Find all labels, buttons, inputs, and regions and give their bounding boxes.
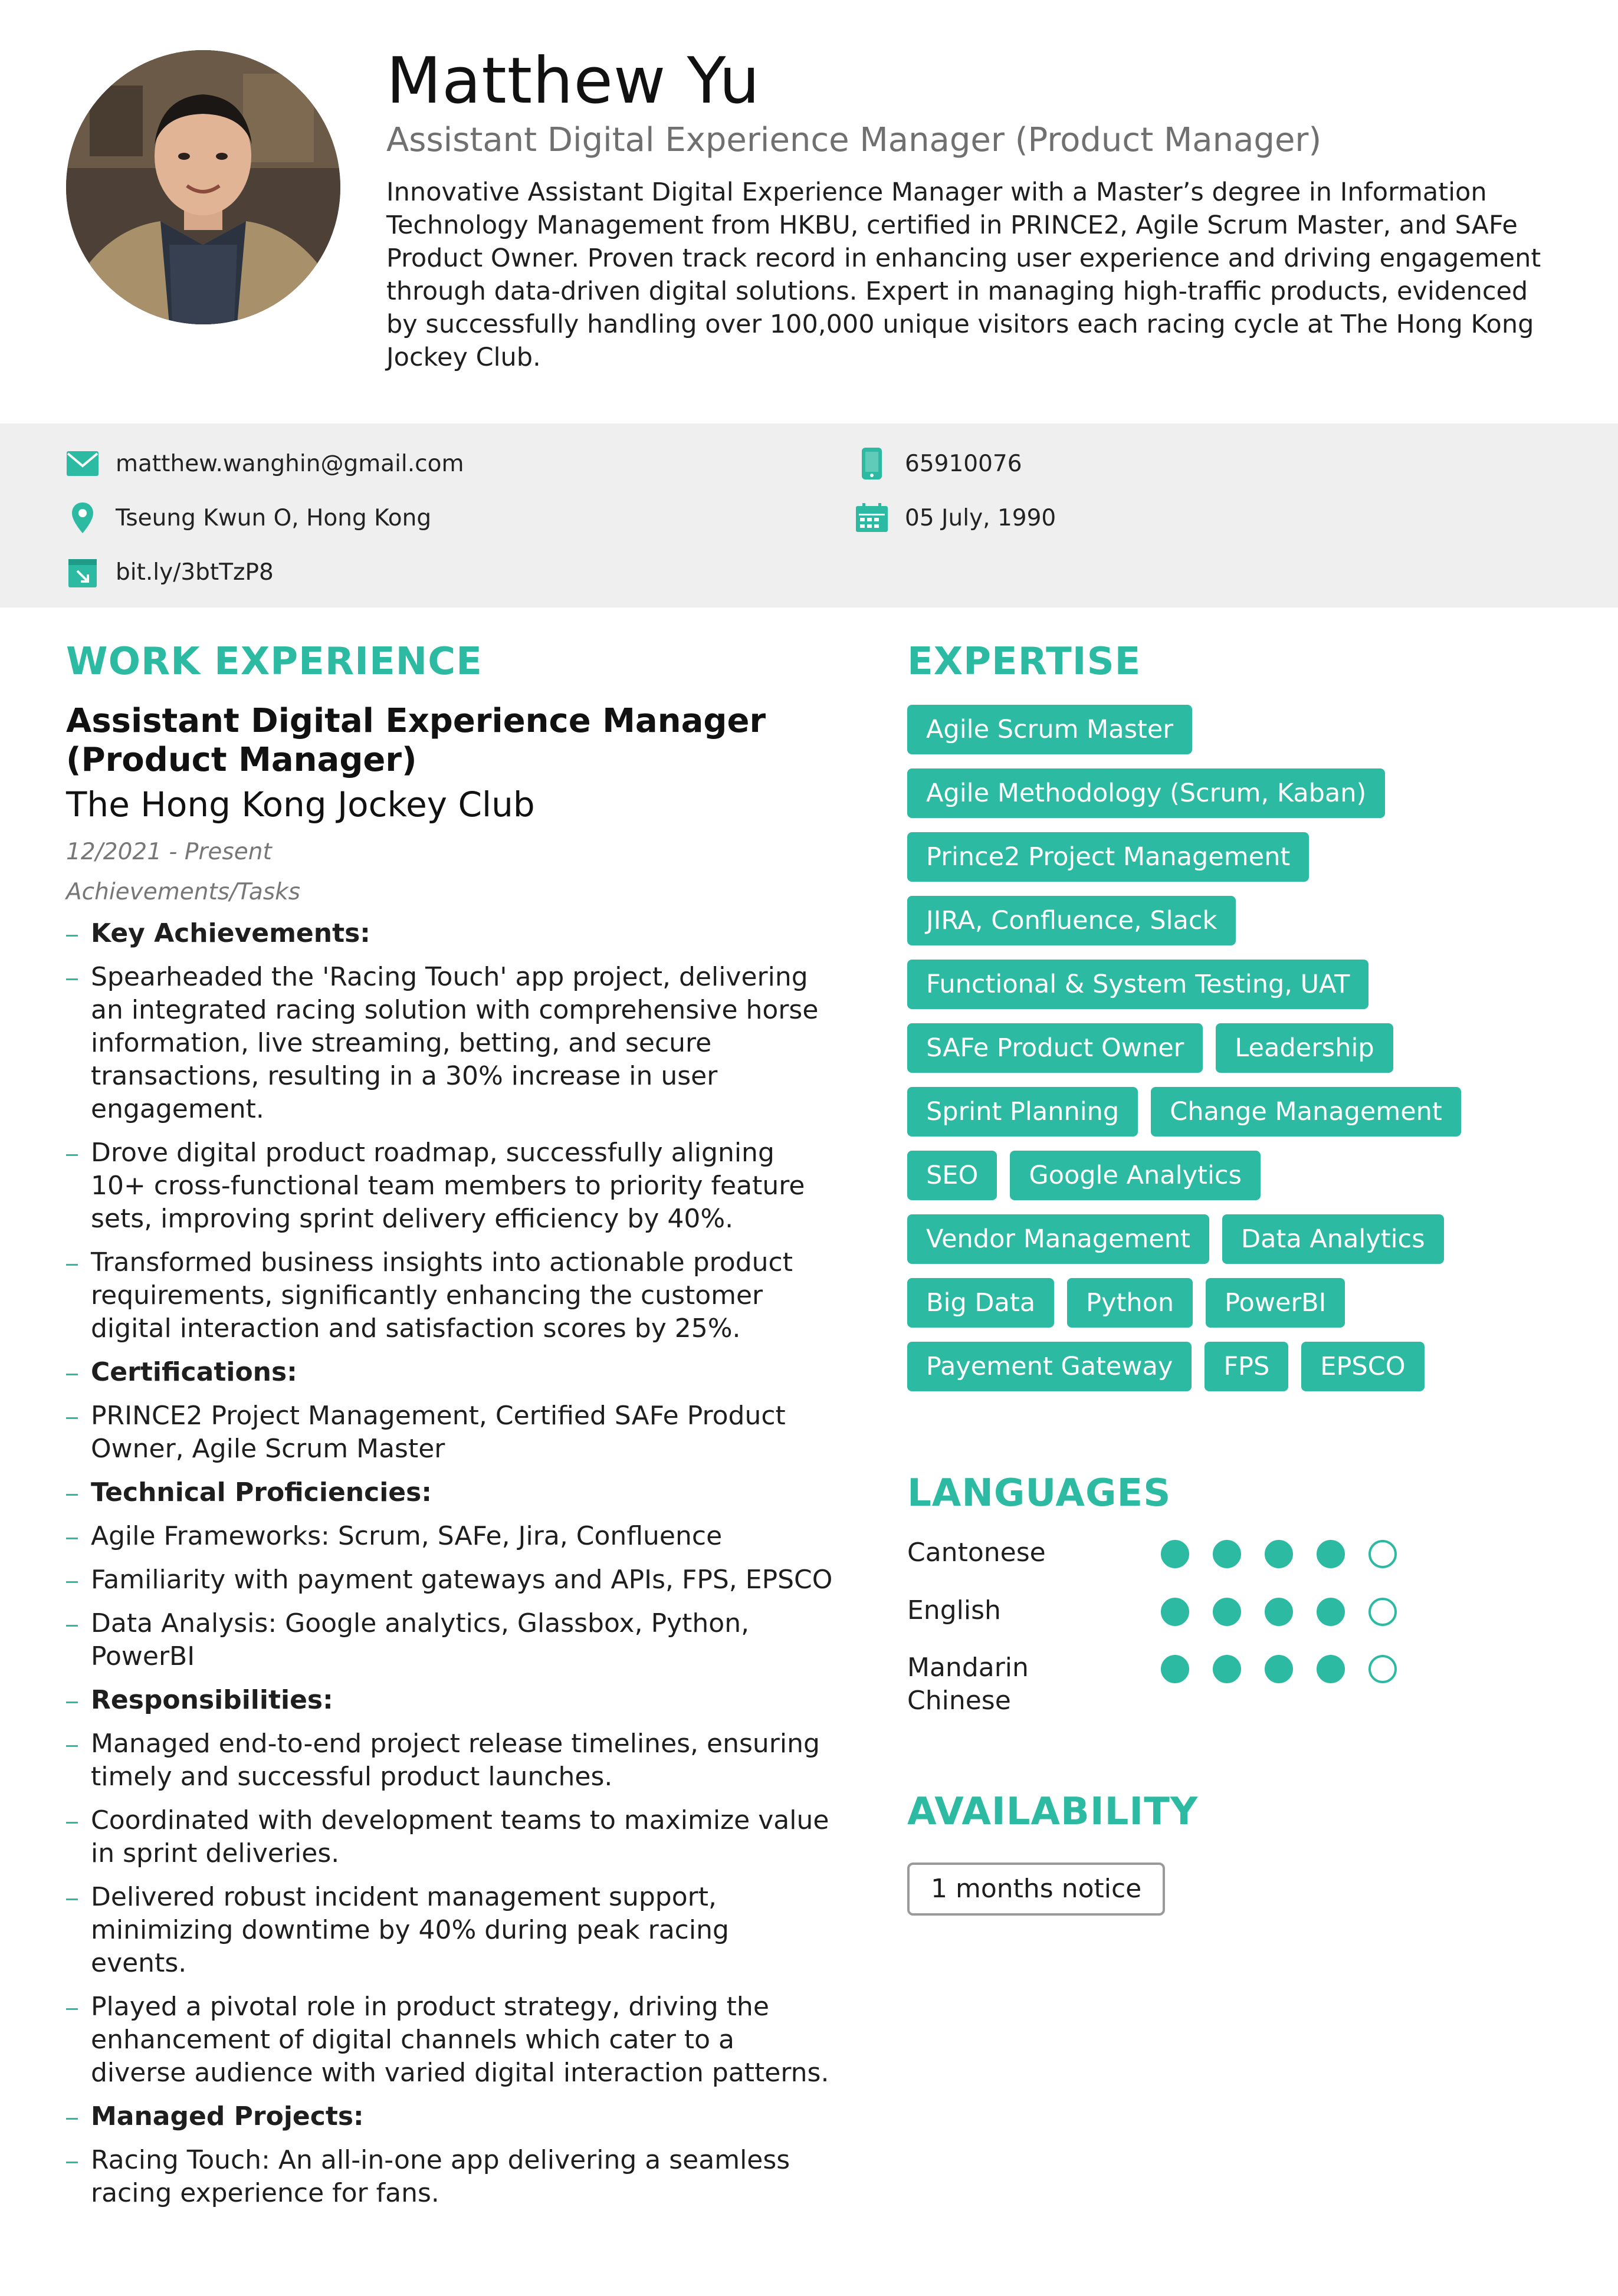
languages-title: LANGUAGES	[907, 1471, 1171, 1515]
dash-bullet-icon	[66, 2008, 78, 2010]
dash-bullet-icon	[66, 1702, 78, 1703]
expertise-tag: JIRA, Confluence, Slack	[907, 896, 1236, 945]
expertise-tag: Payement Gateway	[907, 1342, 1192, 1391]
bullet-heading	[66, 917, 833, 950]
availability-badge: 1 months notice	[907, 1863, 1165, 1916]
profile-summary: Innovative Assistant Digital Experience Manager with a Master’s degree in Information Technology Management from HKBU, certified in PRINCE2, Agile Scrum Master, and SAFe Product Owner. Proven track record in enhancing user experience and driving engagement through data-driven digital solutions. Expert in managing high-traffic products, evidenced by successfully handling over 100,000 unique visitors each racing cycle at The Hong Kong Jockey Club.	[386, 178, 1541, 372]
expertise-tag: Vendor Management	[907, 1214, 1209, 1264]
bullet-text: Managed Projects:	[91, 2101, 364, 2131]
calendar-icon	[855, 501, 888, 534]
contact-band	[0, 423, 1618, 607]
bullet-item	[66, 1246, 833, 1345]
candidate-role: Assistant Digital Experience Manager (Product Manager)	[386, 121, 1322, 159]
bullet-text: Coordinated with development teams to maximize value in sprint deliveries.	[91, 1805, 829, 1868]
dash-bullet-icon	[66, 1374, 78, 1375]
bullet-heading	[66, 1476, 833, 1509]
filled-dot-icon	[1161, 1598, 1189, 1626]
dash-bullet-icon	[66, 1581, 78, 1583]
bullet-text: Played a pivotal role in product strategy, driving the enhancement of digital channels which cater to a diverse audience with varied digital interaction patterns.	[91, 1992, 829, 2088]
dash-bullet-icon	[66, 1264, 78, 1266]
expertise-tag: EPSCO	[1301, 1342, 1424, 1391]
bullet-heading	[66, 1684, 833, 1717]
filled-dot-icon	[1265, 1540, 1293, 1568]
filled-dot-icon	[1317, 1540, 1345, 1568]
expertise-tag: Python	[1067, 1278, 1193, 1328]
empty-dot-icon	[1368, 1655, 1397, 1683]
link-text: bit.ly/3btTzP8	[116, 559, 274, 586]
bullet-text: PRINCE2 Project Management, Certified SAFe Product Owner, Agile Scrum Master	[91, 1401, 786, 1464]
bullet-text: Responsibilities:	[91, 1685, 333, 1715]
filled-dot-icon	[1213, 1540, 1241, 1568]
expertise-tag: Data Analytics	[1222, 1214, 1444, 1264]
expertise-tag: Big Data	[907, 1278, 1054, 1328]
expertise-tag: Agile Scrum Master	[907, 705, 1192, 754]
empty-dot-icon	[1368, 1598, 1397, 1626]
expertise-tag: Sprint Planning	[907, 1087, 1138, 1136]
envelope-icon	[66, 447, 99, 480]
bullet-text: Agile Frameworks: Scrum, SAFe, Jira, Confluence	[91, 1521, 723, 1551]
bullet-text: Managed end-to-end project release timelines, ensuring timely and successful product launches.	[91, 1729, 820, 1792]
filled-dot-icon	[1317, 1598, 1345, 1626]
bullet-item	[66, 1400, 833, 1466]
dash-bullet-icon	[66, 1898, 78, 1900]
language-name: Cantonese	[907, 1538, 1046, 1568]
bullet-item	[66, 1520, 833, 1553]
availability-title: AVAILABILITY	[907, 1790, 1199, 1834]
dash-bullet-icon	[66, 1745, 78, 1747]
filled-dot-icon	[1213, 1598, 1241, 1626]
bullet-item	[66, 1727, 833, 1794]
dash-bullet-icon	[66, 1822, 78, 1824]
expertise-tag: Leadership	[1216, 1023, 1393, 1073]
bullet-heading	[66, 2100, 833, 2133]
dash-bullet-icon	[66, 1494, 78, 1496]
bullet-text: Data Analysis: Google analytics, Glassbox, Python, PowerBI	[91, 1608, 750, 1671]
contact-link[interactable]	[66, 556, 274, 589]
language-level-dots	[1161, 1540, 1397, 1568]
bullet-item	[66, 2144, 833, 2210]
dash-bullet-icon	[66, 978, 78, 980]
bullet-item	[66, 1990, 833, 2090]
expertise-tag: FPS	[1205, 1342, 1288, 1391]
expertise-tag: Change Management	[1151, 1087, 1461, 1136]
link-icon	[66, 556, 99, 589]
job-title: Assistant Digital Experience Manager (Product Manager)	[66, 702, 766, 779]
expertise-tag-list	[907, 705, 1532, 1391]
company-name: The Hong Kong Jockey Club	[66, 784, 535, 825]
expertise-tag: SAFe Product Owner	[907, 1023, 1203, 1073]
job-bullet-list	[66, 917, 833, 2221]
bullet-text: Familiarity with payment gateways and APIs, FPS, EPSCO	[91, 1565, 833, 1595]
bullet-item	[66, 1804, 833, 1870]
filled-dot-icon	[1161, 1655, 1189, 1683]
contact-email[interactable]	[66, 447, 464, 480]
bullet-text: Key Achievements:	[91, 918, 370, 948]
filled-dot-icon	[1161, 1540, 1189, 1568]
dash-bullet-icon	[66, 1417, 78, 1419]
location-pin-icon	[66, 501, 99, 534]
filled-dot-icon	[1265, 1598, 1293, 1626]
avatar	[66, 50, 340, 324]
bullet-text: Certifications:	[91, 1357, 297, 1387]
candidate-name: Matthew Yu	[386, 44, 760, 118]
language-level-dots	[1161, 1598, 1397, 1626]
dash-bullet-icon	[66, 1538, 78, 1539]
expertise-tag: Google Analytics	[1010, 1151, 1261, 1200]
work-experience-title: WORK EXPERIENCE	[66, 640, 483, 684]
contact-location	[66, 501, 431, 534]
bullet-text: Technical Proficiencies:	[91, 1477, 432, 1507]
bullet-text: Racing Touch: An all-in-one app delivering a seamless racing experience for fans.	[91, 2145, 790, 2208]
birthday-text: 05 July, 1990	[905, 504, 1056, 531]
contact-phone[interactable]	[855, 447, 1022, 480]
bullet-item	[66, 1136, 833, 1236]
profile-photo	[66, 50, 340, 324]
dash-bullet-icon	[66, 2162, 78, 2163]
contact-birthday	[855, 501, 1056, 534]
language-name: Mandarin Chinese	[907, 1653, 1029, 1716]
job-dates: 12/2021 - Present	[66, 839, 272, 865]
mobile-phone-icon	[855, 447, 888, 480]
bullet-text: Drove digital product roadmap, successfully aligning 10+ cross-functional team members to priority feature sets, improving sprint delivery efficiency by 40%.	[91, 1138, 805, 1234]
expertise-tag: PowerBI	[1206, 1278, 1345, 1328]
dash-bullet-icon	[66, 2118, 78, 2120]
filled-dot-icon	[1317, 1655, 1345, 1683]
filled-dot-icon	[1213, 1655, 1241, 1683]
bullet-text: Transformed business insights into actionable product requirements, significantly enhancing the customer digital interaction and satisfaction scores by 25%.	[91, 1247, 793, 1344]
expertise-tag: SEO	[907, 1151, 997, 1200]
email-text: matthew.wanghin@gmail.com	[116, 450, 464, 477]
dash-bullet-icon	[66, 1625, 78, 1627]
language-name: English	[907, 1595, 1001, 1625]
language-level-dots	[1161, 1655, 1397, 1683]
bullet-item	[66, 961, 833, 1126]
expertise-tag: Agile Methodology (Scrum, Kaban)	[907, 768, 1385, 818]
empty-dot-icon	[1368, 1540, 1397, 1568]
bullet-text: Delivered robust incident management support, minimizing downtime by 40% during peak racing events.	[91, 1882, 729, 1978]
bullet-item	[66, 1563, 833, 1597]
bullet-text: Spearheaded the 'Racing Touch' app project, delivering an integrated racing solution with comprehensive horse information, live streaming, betting, and secure transactions, resulting in a 30% increase in user engagement.	[91, 962, 819, 1124]
dash-bullet-icon	[66, 1154, 78, 1156]
bullet-item	[66, 1881, 833, 1980]
expertise-tag: Prince2 Project Management	[907, 832, 1309, 882]
dash-bullet-icon	[66, 935, 78, 937]
expertise-title: EXPERTISE	[907, 640, 1141, 684]
phone-text: 65910076	[905, 450, 1022, 477]
job-subtitle: Achievements/Tasks	[66, 879, 301, 905]
filled-dot-icon	[1265, 1655, 1293, 1683]
bullet-heading	[66, 1356, 833, 1389]
bullet-item	[66, 1607, 833, 1673]
location-text: Tseung Kwun O, Hong Kong	[116, 504, 432, 531]
expertise-tag: Functional & System Testing, UAT	[907, 960, 1368, 1009]
